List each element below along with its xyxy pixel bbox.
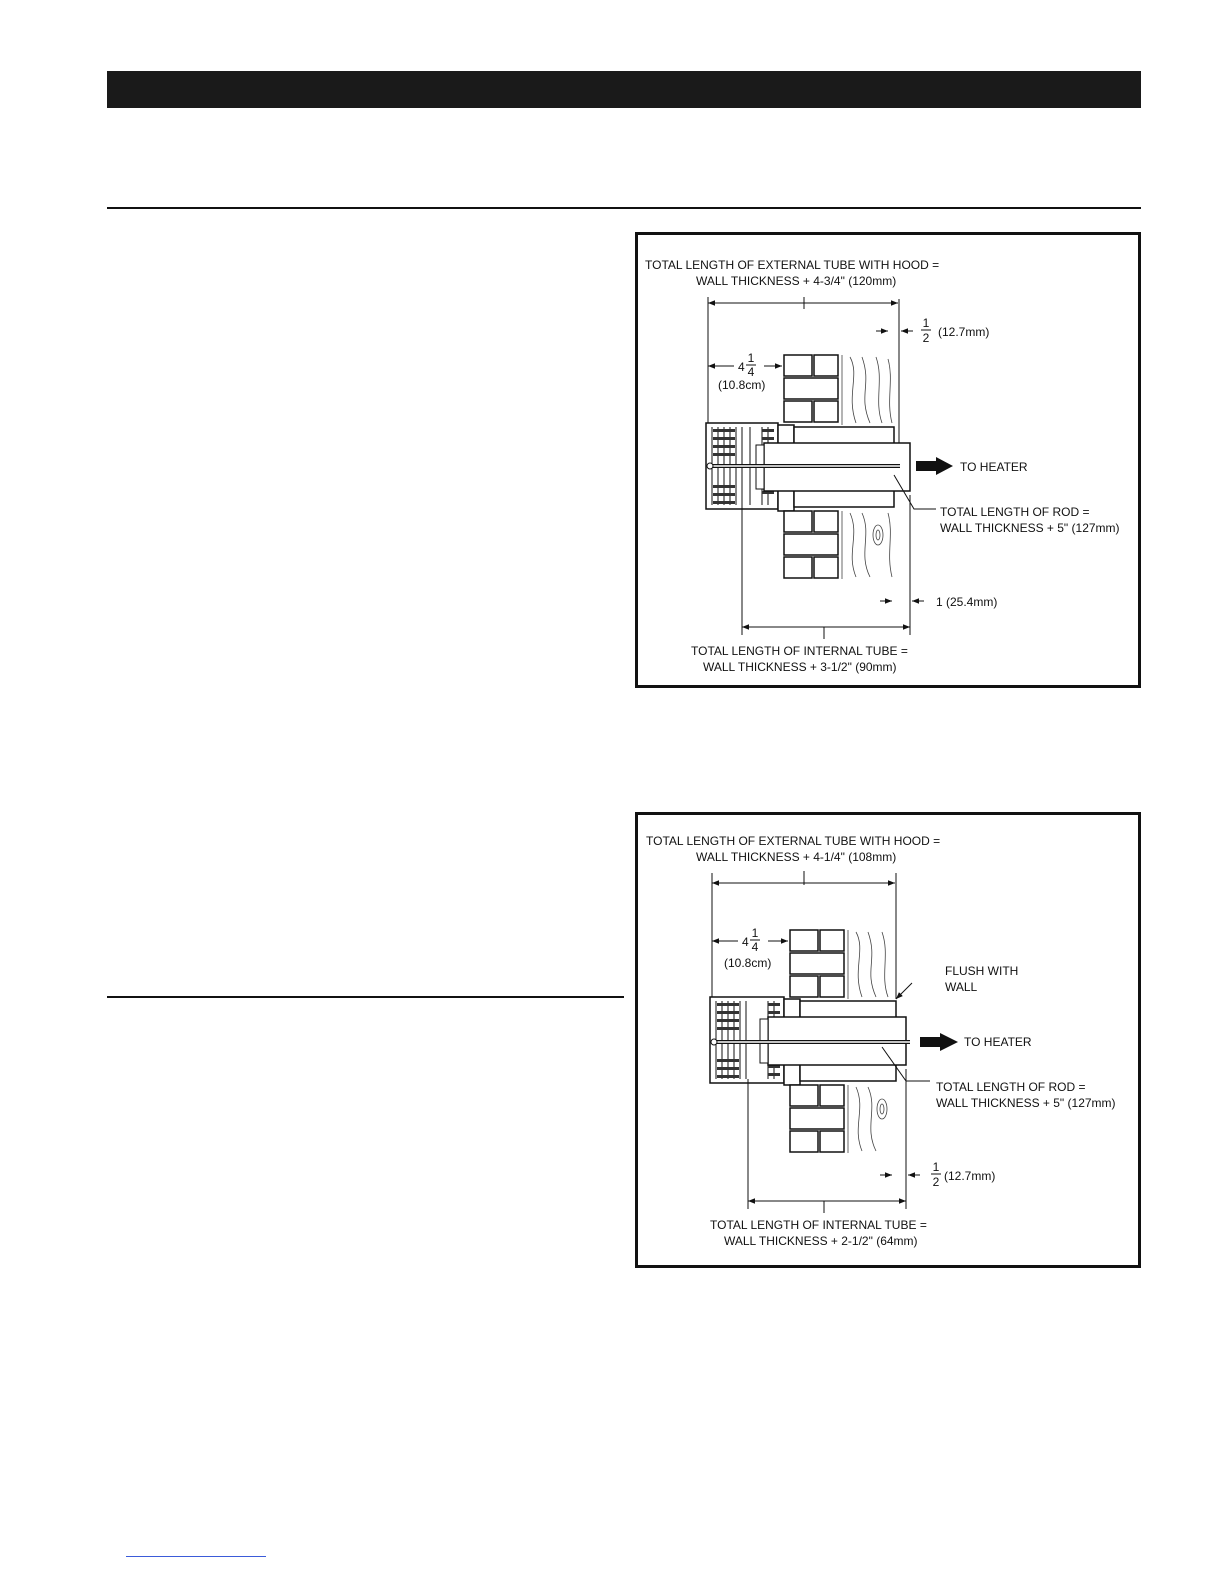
four-quarter-numerator: 1: [747, 351, 755, 365]
upper-wood-framing: [848, 930, 888, 999]
lower-wood-framing: [842, 511, 892, 579]
external-tube-label-line2: WALL THICKNESS + 4-3/4" (120mm): [696, 274, 897, 288]
half-denominator: 2: [932, 1175, 940, 1189]
internal-tube-label-line2: WALL THICKNESS + 3-1/2" (90mm): [703, 660, 897, 674]
four-quarter-cm-label: (10.8cm): [724, 956, 772, 970]
to-heater-label: TO HEATER: [960, 460, 1028, 474]
figure-wall-assembly-2: [635, 812, 1141, 1268]
rod-label-line2: WALL THICKNESS + 5" (127mm): [936, 1096, 1116, 1110]
lower-brick-wall: [784, 511, 838, 578]
rod-label-line1: TOTAL LENGTH OF ROD =: [940, 505, 1090, 519]
section-divider-top: [107, 207, 1141, 209]
rod-label-line2: WALL THICKNESS + 5" (127mm): [940, 521, 1120, 535]
section-header-bar: [107, 71, 1141, 108]
four-quarter-whole: 4: [738, 360, 745, 374]
figure-wall-assembly-1: [635, 232, 1141, 688]
flush-label-line1: FLUSH WITH: [945, 964, 1019, 978]
footer-link-underline[interactable]: [126, 1556, 266, 1557]
rod-end: [711, 1039, 717, 1045]
internal-tube-label-line1: TOTAL LENGTH OF INTERNAL TUBE =: [710, 1218, 927, 1232]
lower-brick-wall: [790, 1085, 844, 1152]
four-quarter-whole: 4: [742, 935, 749, 949]
four-quarter-denominator: 4: [751, 940, 759, 954]
internal-tube-label-line2: WALL THICKNESS + 2-1/2" (64mm): [724, 1234, 918, 1248]
to-heater-label: TO HEATER: [964, 1035, 1032, 1049]
half-numerator: 1: [932, 1160, 940, 1174]
figure-1-diagram: [638, 235, 1138, 685]
figure-2-diagram: [638, 815, 1138, 1265]
rod-label-line1: TOTAL LENGTH OF ROD =: [936, 1080, 1086, 1094]
upper-brick-wall: [790, 930, 844, 997]
rod-end: [707, 463, 713, 469]
four-quarter-denominator: 4: [747, 365, 755, 379]
four-quarter-numerator: 1: [751, 926, 759, 940]
external-tube-label-line1: TOTAL LENGTH OF EXTERNAL TUBE WITH HOOD =: [646, 834, 941, 848]
half-mm-label: (12.7mm): [944, 1169, 996, 1183]
to-heater-arrow-icon: [920, 1033, 958, 1051]
flush-leader-line: [896, 983, 912, 999]
flush-label-line2: WALL: [945, 980, 978, 994]
half-mm-label: (12.7mm): [938, 325, 990, 339]
section-divider-mid: [107, 996, 624, 998]
upper-brick-wall: [784, 355, 838, 422]
lower-wood-framing: [848, 1085, 887, 1153]
four-quarter-cm-label: (10.8cm): [718, 378, 766, 392]
external-tube-label-line1: TOTAL LENGTH OF EXTERNAL TUBE WITH HOOD =: [645, 258, 940, 272]
external-tube-label-line2: WALL THICKNESS + 4-1/4" (108mm): [696, 850, 897, 864]
to-heater-arrow-icon: [916, 457, 953, 475]
upper-wood-framing: [842, 355, 892, 425]
half-denominator: 2: [922, 331, 930, 345]
internal-tube-label-line1: TOTAL LENGTH OF INTERNAL TUBE =: [691, 644, 908, 658]
one-inch-label: 1 (25.4mm): [936, 595, 998, 609]
half-numerator: 1: [922, 316, 930, 330]
